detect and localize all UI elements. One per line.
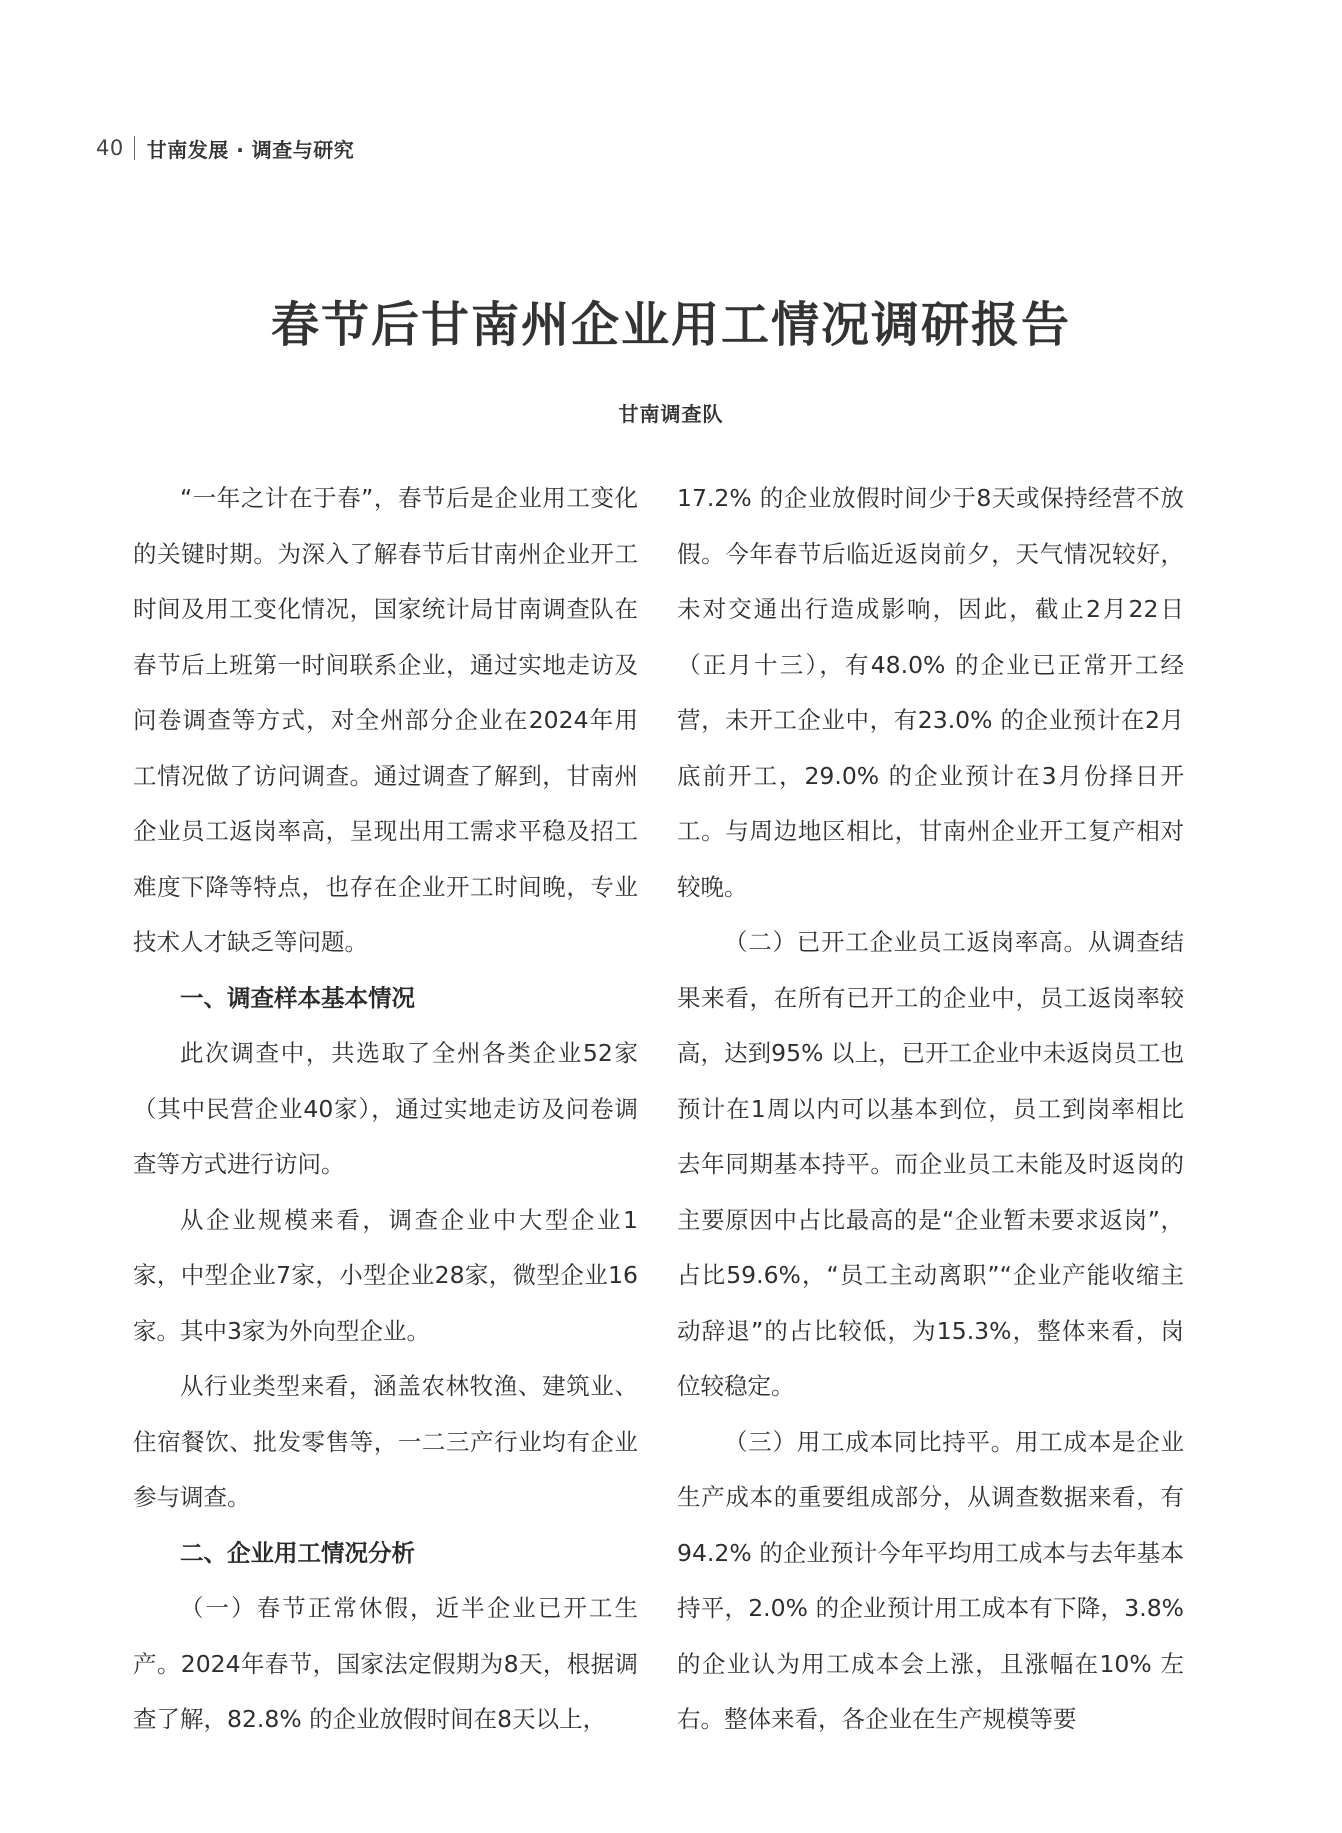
continued-paragraph: 17.2% 的企业放假时间少于8天或保持经营不放假。今年春节后临近返岗前夕，天气情况较好，未对交通出行造成影响，因此，截止2月22日（正月十三），有48.0% 的企业已正常开工经营，未开工企业中，有23.0% 的企业预计在2月底前开工，29.0% 的企业预计在3月份择日开工。与周边地区相比，甘南州企业开工复产相对较晚。 [677, 484, 1184, 901]
body-paragraph: 从行业类型来看，涵盖农林牧渔、建筑业、住宿餐饮、批发零售等，一二三产行业均有企业参与调查。 [133, 1372, 638, 1511]
page-number: 40 [96, 136, 124, 160]
section-heading-2: 二、企业用工情况分析 [180, 1538, 415, 1567]
article-title: 春节后甘南州企业用工情况调研报告 [270, 297, 1071, 353]
left-column [133, 471, 638, 1748]
journal-name: 甘南发展 · 调查与研究 [146, 137, 355, 162]
right-column [677, 471, 1184, 1748]
body-paragraph: （二）已开工企业员工返岗率高。从调查结果来看，在所有已开工的企业中，员工返岗率较高，达到95% 以上，已开工企业中未返岗员工也预计在1周以内可以基本到位，员工到岗率相比去年同期基本持平。而企业员工未能及时返岗的主要原因中占比最高的是“企业暂未要求返岗”，占比59.6%，“员工主动离职”“企业产能收缩主动辞退”的占比较低，为15.3%，整体来看，岗位较稳定。 [677, 928, 1184, 1400]
section-heading-1: 一、调查样本基本情况 [180, 983, 415, 1012]
running-header [96, 134, 354, 162]
body-paragraph: 从企业规模来看，调查企业中大型企业1家，中型企业7家，小型企业28家，微型企业16家。其中3家为外向型企业。 [133, 1205, 638, 1345]
article-author: 甘南调查队 [618, 402, 724, 426]
header-divider [134, 136, 135, 160]
intro-paragraph: “一年之计在于春”，春节后是企业用工变化的关键时期。为深入了解春节后甘南州企业开工时间及用工变化情况，国家统计局甘南调查队在春节后上班第一时间联系企业，通过实地走访及问卷调查等方式，对全州部分企业在2024年用工情况做了访问调查。通过调查了解到，甘南州企业员工返岗率高，呈现出用工需求平稳及招工难度下降等特点，也存在企业开工时间晚，专业技术人才缺乏等问题。 [133, 484, 638, 956]
body-paragraph: （三）用工成本同比持平。用工成本是企业生产成本的重要组成部分，从调查数据来看，有94.2% 的企业预计今年平均用工成本与去年基本持平，2.0% 的企业预计用工成本有下降，3.8% 的企业认为用工成本会上涨，且涨幅在10% 左右。整体来看，各企业在生产规模等要 [677, 1427, 1184, 1733]
body-paragraph: 此次调查中，共选取了全州各类企业52家（其中民营企业40家），通过实地走访及问卷调查等方式进行访问。 [133, 1039, 638, 1178]
body-paragraph: （一）春节正常休假，近半企业已开工生产。2024年春节，国家法定假期为8天，根据调查了解，82.8% 的企业放假时间在8天以上， [133, 1594, 638, 1733]
